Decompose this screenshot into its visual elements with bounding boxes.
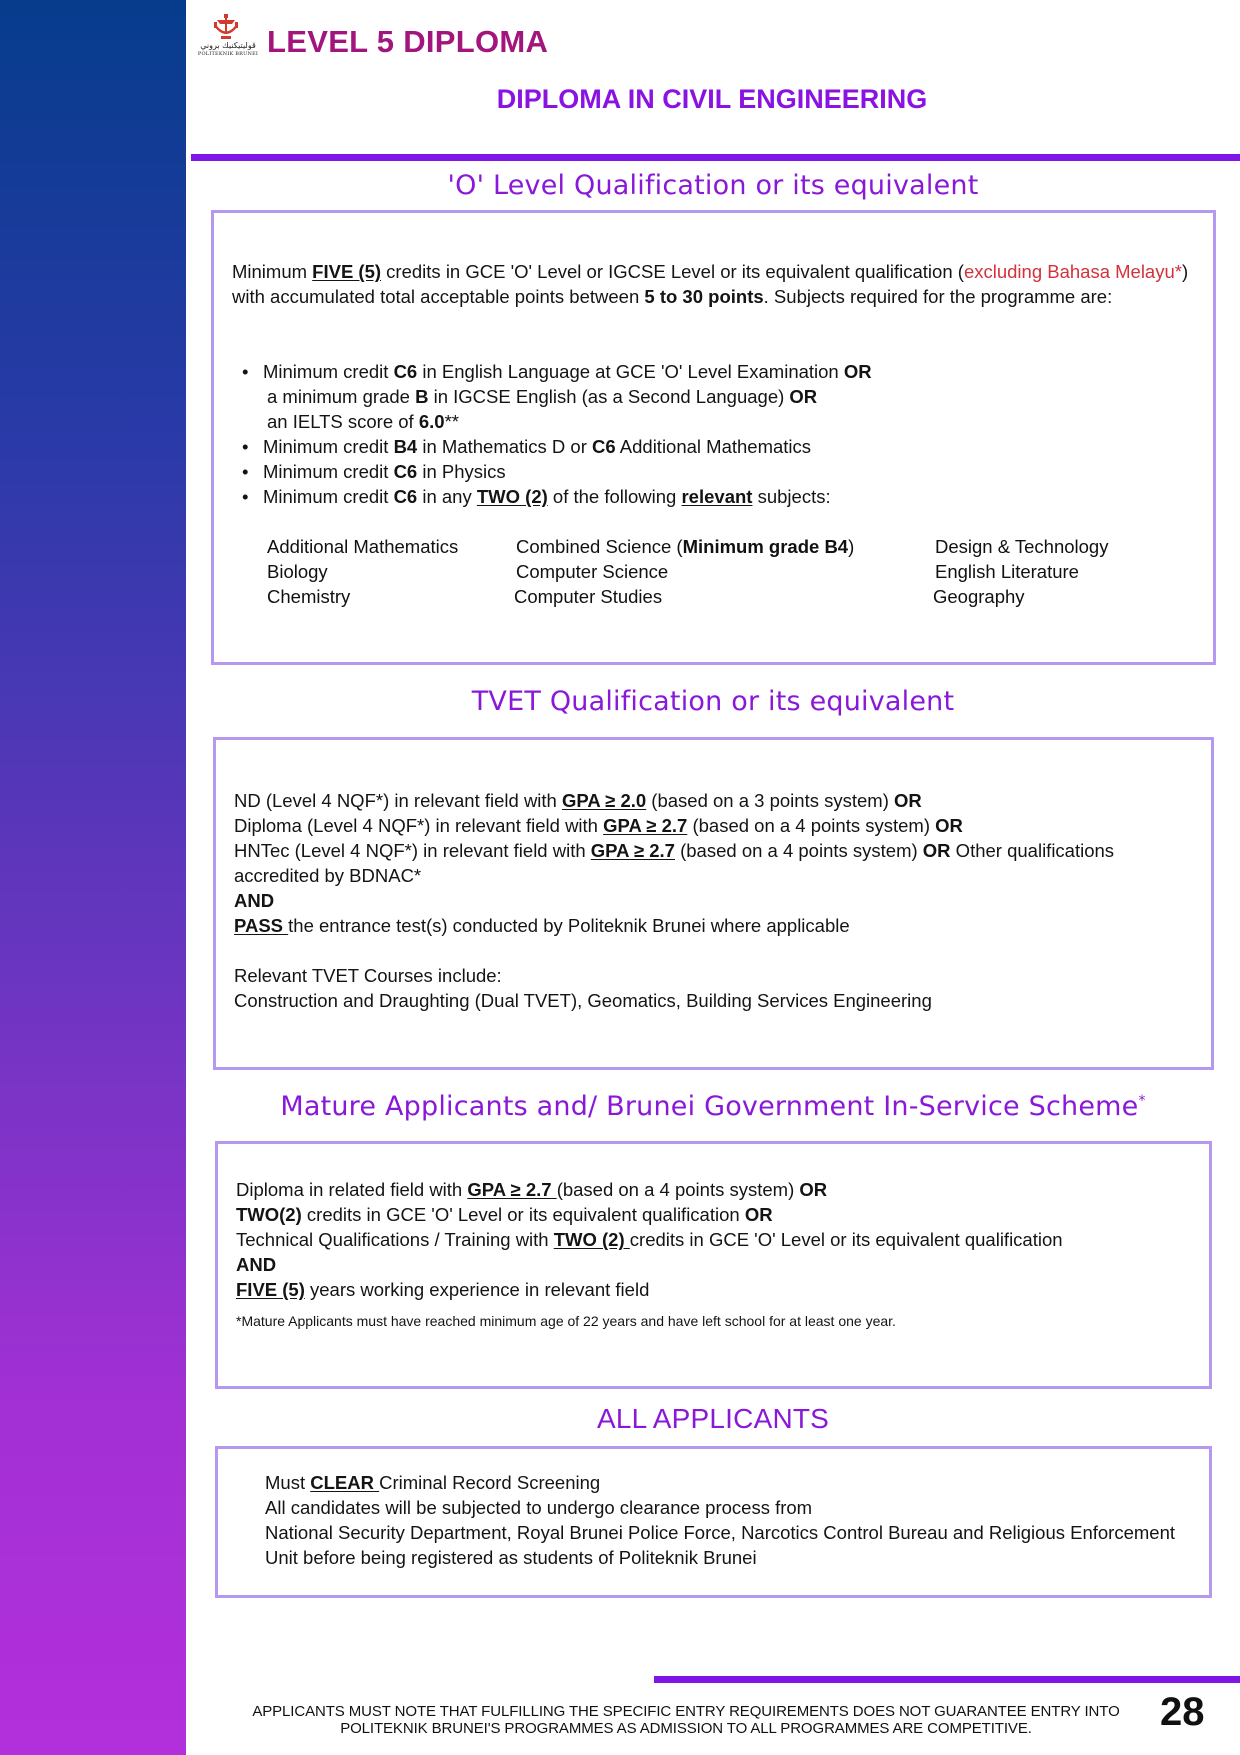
tvet-courses-label: Relevant TVET Courses include: [234, 965, 502, 986]
subjects-col-2 [516, 534, 854, 609]
all-applicants-requirements [265, 1470, 1185, 1570]
tvet-and: AND [234, 890, 275, 911]
olevel-intro: Minimum FIVE (5) credits in GCE 'O' Level or IGCSE Level or its equivalent qualification (excluding Bahasa Melayu*) with accumulated total acceptable points between 5 to 30 points. Subjects required for the programme are: [232, 261, 1189, 307]
subject: Computer Science [516, 561, 669, 582]
decorative-sidebar [0, 0, 186, 1755]
subject: Chemistry [267, 586, 351, 607]
tvet-line-diploma: Diploma (Level 4 NQF*) in relevant field with GPA ≥ 2.7 (based on a 4 points system) OR [234, 815, 963, 836]
list-item-relevant: • Minimum credit C6 in any TWO (2) of the following relevant subjects: [232, 484, 1192, 509]
admission-disclaimer: APPLICANTS MUST NOTE THAT FULFILLING THE SPECIFIC ENTRY REQUIREMENTS DOES NOT GUARANTEE ENTRY INTO POLITEKNIK BRUNEI'S PROGRAMMES AS ADMISSION TO ALL PROGRAMMES ARE COMPETITIVE. [252, 1703, 1120, 1737]
mature-experience: FIVE (5) years working experience in relevant field [236, 1279, 650, 1300]
subject: Combined Science (Minimum grade B4) [516, 536, 855, 557]
programme-title-text: DIPLOMA IN CIVIL ENGINEERING [496, 84, 928, 114]
list-item-english: • Minimum credit C6 in English Language at GCE 'O' Level Examination OR a minimum grade B in IGCSE English (as a Second Language) OR an IELTS score of 6.0** [232, 359, 1192, 434]
section-title-all: ALL APPLICANTS [596, 1403, 830, 1434]
subject: Additional Mathematics [267, 536, 459, 557]
clearance-process: All candidates will be subjected to undergo clearance process from [265, 1497, 813, 1518]
section-title-mature: Mature Applicants and/ Brunei Government In-Service Scheme* [280, 1091, 1146, 1122]
subject: Computer Studies [514, 586, 663, 607]
five-credits: FIVE (5) [312, 261, 382, 282]
crest-icon [211, 14, 241, 40]
header-divider [191, 154, 1240, 161]
level-title: LEVEL 5 DIPLOMA [267, 24, 549, 59]
mature-line-credits: TWO(2) credits in GCE 'O' Level or its equivalent qualification OR [236, 1204, 773, 1225]
mature-line-technical: Technical Qualifications / Training with TWO (2) credits in GCE 'O' Level or its equivalent qualification [236, 1229, 1063, 1250]
mature-and: AND [236, 1254, 277, 1275]
mature-requirements [236, 1177, 1196, 1330]
subject: Geography [933, 586, 1025, 607]
clearance-line: Must CLEAR Criminal Record Screening [265, 1472, 601, 1493]
programme-title [186, 84, 1240, 115]
excluding-note: excluding Bahasa Melayu* [963, 261, 1182, 282]
relevant-subjects-table [267, 534, 1167, 614]
tvet-line-hntec: HNTec (Level 4 NQF*) in relevant field with GPA ≥ 2.7 (based on a 4 points system) OR Other qualifications accredited by BDNAC* [234, 840, 1115, 886]
mature-line-diploma: Diploma in related field with GPA ≥ 2.7 (based on a 4 points system) OR [236, 1179, 828, 1200]
mature-footnote: *Mature Applicants must have reached minimum age of 22 years and have left school for at least one year. [236, 1313, 896, 1329]
page-number: 28 [1160, 1690, 1205, 1734]
tvet-pass-test: PASS the entrance test(s) conducted by Politeknik Brunei where applicable [234, 915, 850, 936]
points-range: 5 to 30 points [644, 286, 764, 307]
tvet-requirements [234, 788, 1194, 1013]
logo-arabic-text: ڤوليتيكنيك بروني [200, 41, 256, 50]
clearance-agencies: National Security Department, Royal Brunei Police Force, Narcotics Control Bureau and Religious Enforcement Unit before being registered as students of Politeknik Brunei [265, 1522, 1176, 1568]
tvet-courses: Construction and Draughting (Dual TVET), Geomatics, Building Services Engineering [234, 990, 932, 1011]
subject: Design & Technology [935, 536, 1109, 557]
politeknik-brunei-logo [197, 14, 259, 60]
section-title-olevel: 'O' Level Qualification or its equivalent [447, 170, 979, 201]
subjects-col-1 [267, 534, 458, 609]
subject: Biology [267, 561, 328, 582]
tvet-line-nd: ND (Level 4 NQF*) in relevant field with GPA ≥ 2.0 (based on a 3 points system) OR [234, 790, 922, 811]
list-item-math: • Minimum credit B4 in Mathematics D or C6 Additional Mathematics [232, 434, 1192, 459]
logo-text: POLITEKNIK BRUNEI [197, 51, 259, 57]
subject: English Literature [935, 561, 1079, 582]
list-item-physics: • Minimum credit C6 in Physics [232, 459, 1192, 484]
footer-divider [654, 1676, 1240, 1683]
section-title-tvet: TVET Qualification or its equivalent [471, 686, 955, 717]
olevel-requirements-list [232, 359, 1192, 509]
subjects-col-3 [935, 534, 1108, 609]
